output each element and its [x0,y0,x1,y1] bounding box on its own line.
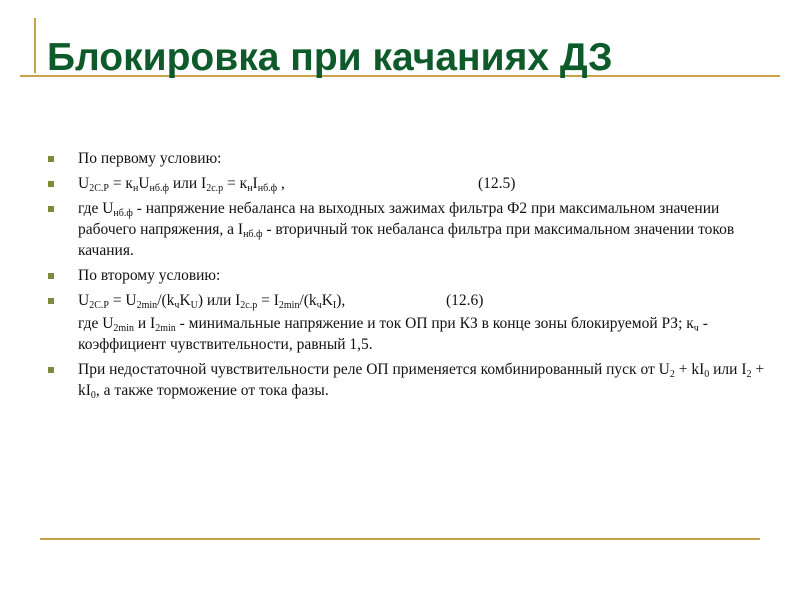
bullet-icon [48,181,54,187]
equation-number: (12.5) [478,175,516,192]
slide-body [46,148,766,405]
item-text: По второму условию: [78,267,221,284]
bullet-icon [48,156,54,162]
formula-text: $U_{2С.Р} = U_{2min}/(k_чK_U)$ или $I_{2с.р} = I_{2min}/(k_чK_I)$, [78,292,346,311]
continuation-item [46,313,766,355]
bullet-icon [48,298,54,304]
accent-vertical-line [34,18,36,73]
accent-bottom-line [40,538,760,540]
slide-title: Блокировка при качаниях ДЗ [47,36,613,79]
bullet-icon [48,367,54,373]
equation-number: (12.6) [446,292,484,309]
item-text: где $U_{2min}$ и $I_{2min}$ - минимальные напряжение и ток ОП при КЗ в конце зоны блокируемой РЗ; $к_ч$ - коэффициент чувствительности, равный 1,5. [78,315,708,353]
bullet-item [46,173,766,194]
bullet-item [46,359,766,401]
bullet-icon [48,206,54,212]
item-text: где $U_{нб.ф}$ - напряжение небаланса на выходных зажимах фильтра Ф2 при максимальном значении рабочего напряжения, а $I_{нб.ф}$ - вторичный ток небаланса фильтра при максимальном значении токов качания. [78,200,735,259]
bullet-item [46,290,766,311]
item-text: По первому условию: [78,150,222,167]
bullet-item [46,198,766,261]
bullet-item [46,148,766,169]
bullet-item [46,265,766,286]
item-text: При недостаточной чувствительности реле ОП применяется комбинированный пуск от $U_2 + kI_0$ или $I_2 + kI_0$, а также торможение от тока фазы. [78,361,765,401]
formula-text: $U_{2С.Р} = к_нU_{нб.ф}$ или $I_{2с.р} = к_нI_{нб.ф}$ , [78,175,285,194]
bullet-icon [48,273,54,279]
